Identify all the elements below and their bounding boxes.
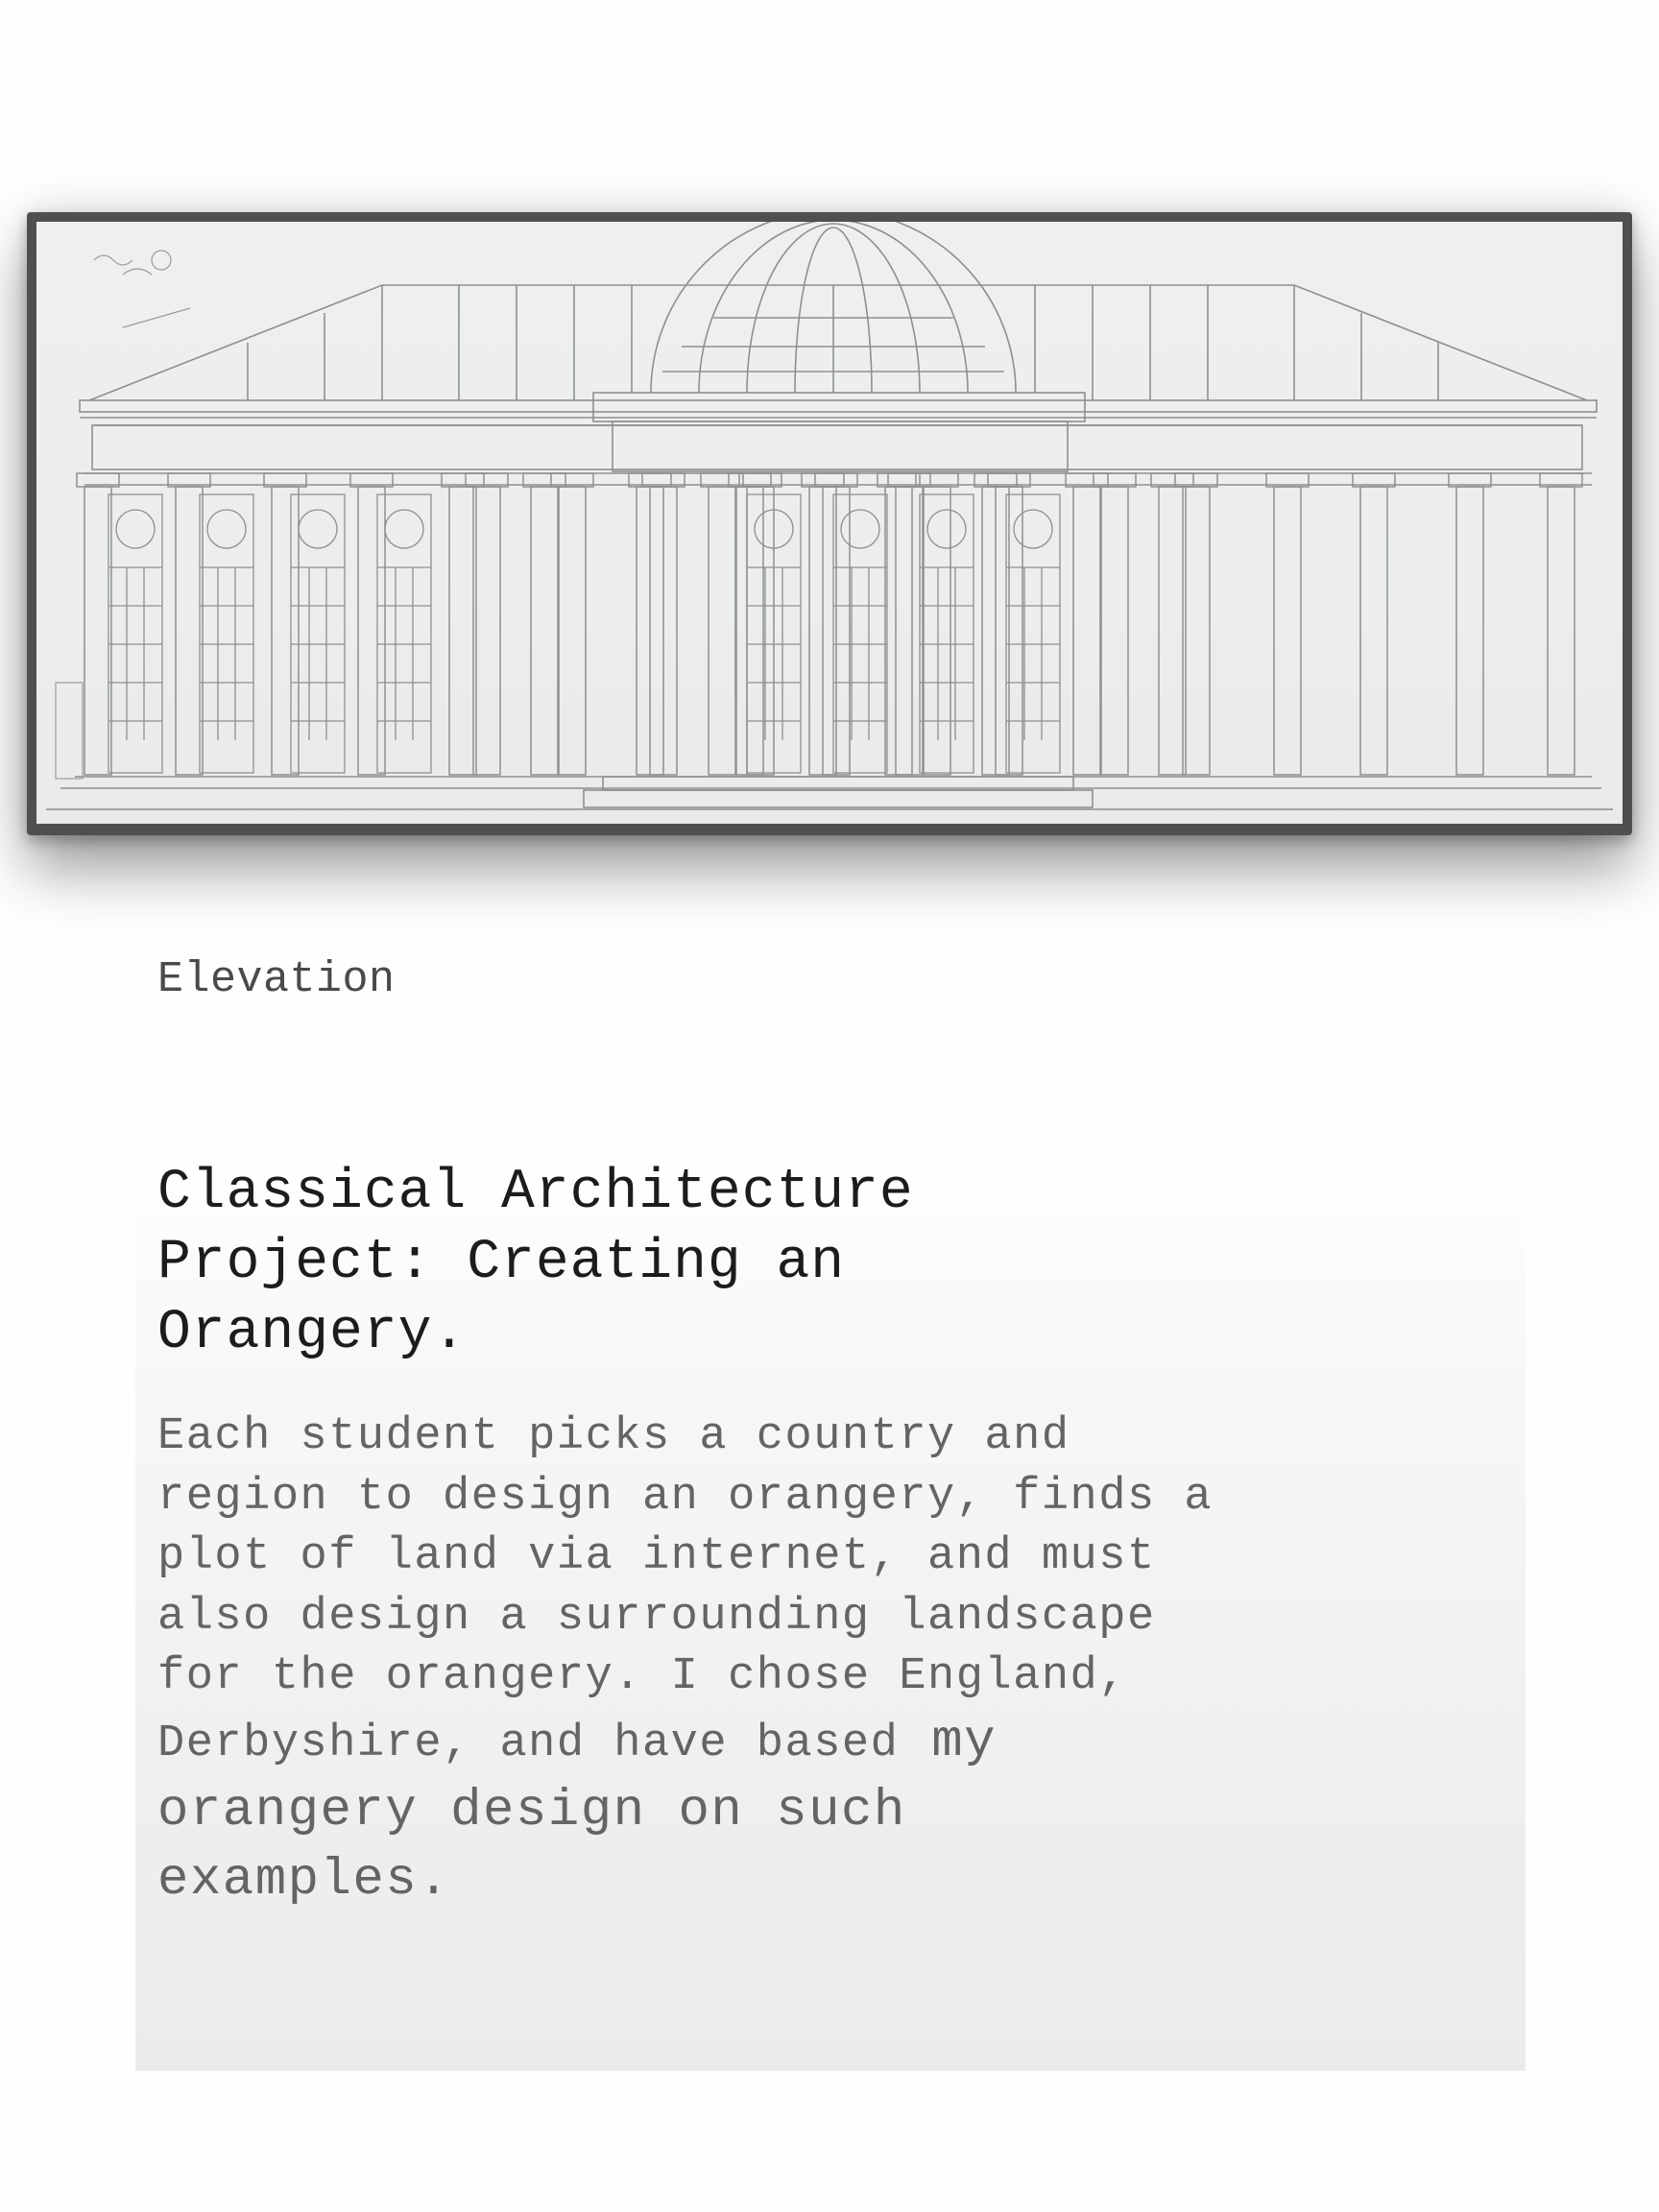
page-title: Classical Architecture Project: Creating an Orangery. bbox=[157, 1162, 914, 1364]
sketch-column bbox=[1548, 487, 1575, 775]
body-paragraph-part1: Each student picks a country and region to design an orangery, finds a plot of land via internet, and must also design a surrounding landscape for the orangery. I chose England, Derbyshire, and have based bbox=[157, 1411, 1214, 1769]
sketch-column bbox=[1360, 487, 1387, 775]
sketch-column bbox=[736, 487, 763, 775]
sketch-column bbox=[1274, 487, 1301, 775]
orangery-elevation-drawing bbox=[36, 222, 1623, 824]
sketch-column bbox=[1073, 487, 1100, 775]
sketch-column bbox=[473, 487, 500, 775]
sketch-column bbox=[709, 487, 735, 775]
sketch-column bbox=[1101, 487, 1128, 775]
figure-caption: Elevation bbox=[157, 955, 396, 1004]
sketch-column bbox=[358, 487, 385, 775]
sketch-column bbox=[896, 487, 923, 775]
sketch-window bbox=[108, 494, 162, 773]
sketch-column bbox=[449, 487, 476, 775]
sketch-column bbox=[559, 487, 586, 775]
elevation-sketch bbox=[36, 222, 1623, 824]
sketch-column bbox=[531, 487, 558, 775]
sketch-column bbox=[1159, 487, 1186, 775]
sketch-column bbox=[176, 487, 203, 775]
sketch-column bbox=[84, 487, 111, 775]
body-paragraph-part2: my orangery design on such examples. bbox=[157, 1712, 998, 1910]
sketch-window bbox=[833, 494, 887, 773]
sketch-column bbox=[1183, 487, 1210, 775]
sketch-column bbox=[1456, 487, 1483, 775]
body-paragraph bbox=[157, 1407, 1214, 1915]
sketch-column bbox=[272, 487, 299, 775]
sketch-columns-mirror bbox=[551, 473, 1582, 775]
drawing-photo-frame bbox=[27, 212, 1632, 835]
sketch-column bbox=[747, 487, 774, 775]
sketch-column bbox=[885, 487, 912, 775]
sketch-window bbox=[1006, 494, 1060, 773]
sketch-window bbox=[920, 494, 974, 773]
sketch-window bbox=[200, 494, 253, 773]
